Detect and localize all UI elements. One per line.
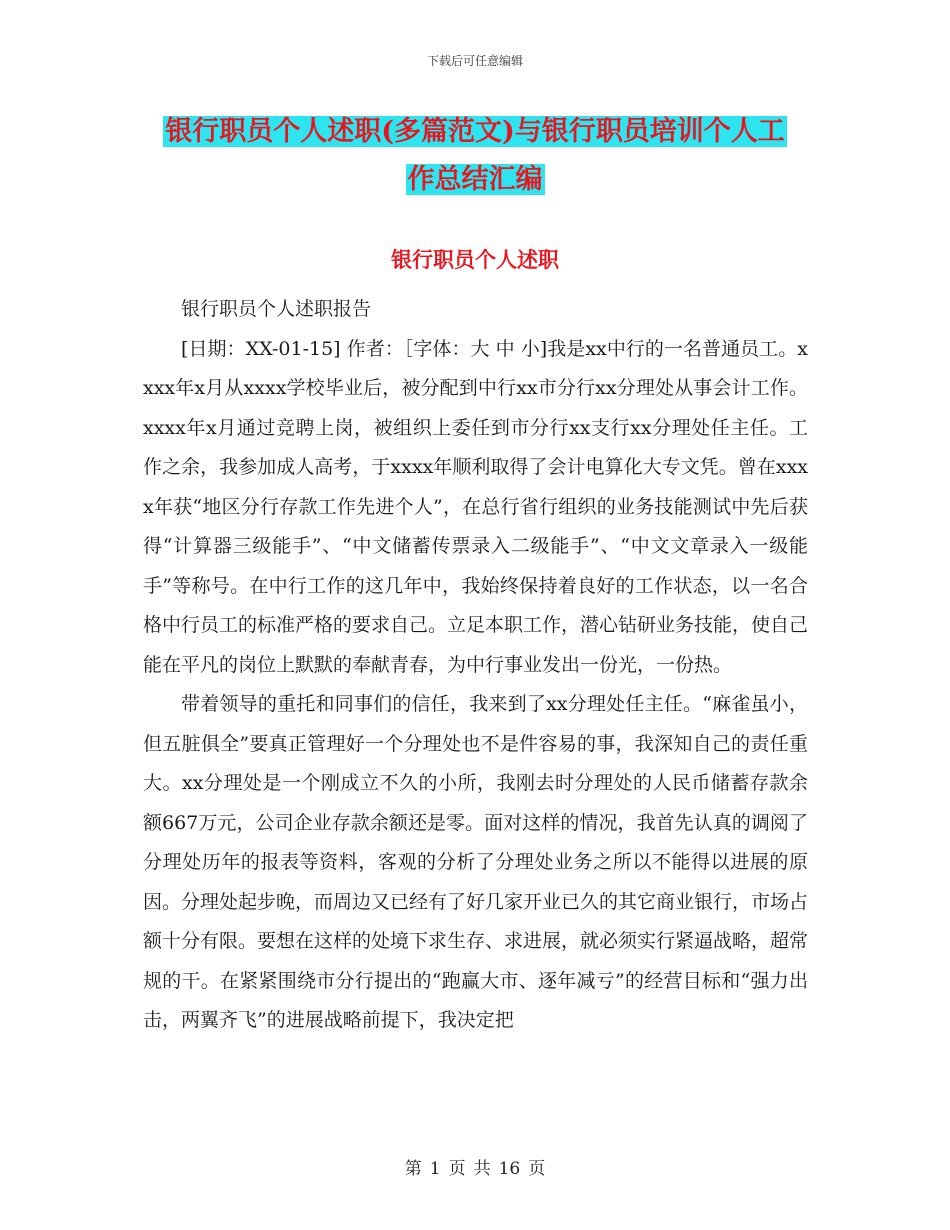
document-title-line-2: 作总结汇编 xyxy=(407,164,543,195)
document-title-line-1: 银行职员个人述职(多篇范文)与银行职员培训个人工 xyxy=(165,116,785,147)
paragraph-report-title: 银行职员个人述职报告 xyxy=(181,298,372,320)
section-title: 银行职员个人述职 xyxy=(391,247,559,272)
current-page-number: 1 xyxy=(429,1159,441,1179)
paragraph-appointment: 带着领导的重托和同事们的信任，我来到了xx分理处任主任。“麻雀虽小，但五脏俱全”要真正管理好一个分理处也不是件容易的事，我深知自己的责任重大。xx分理处是一个刚成立不久的小所，我刚去时分理处的人民币储蓄存款余额667万元，公司企业存款余额还是零。面对这样的情况，我首先认真的调阅了分理处历年的报表等资料，客观的分析了分理处业务之所以不能得以进展的原因。分理处起步晚，而周边又已经有了好几家开业已久的其它商业银行，市场占额十分有限。要想在这样的处境下求生存、求进展，就必须实行紧逼战略，超常规的干。在紧紧围绕市分行提出的“跑赢大市、逐年减亏”的经营目标和“强力出击，两翼齐飞”的进展战略前提下，我决定把 xyxy=(143,693,809,1031)
paragraph-intro: [日期：XX-01-15] 作者：［字体：大 中 小]我是xx中行的一名普通员工。xxxx年x月从xxxx学校毕业后，被分配到中行xx市分行xx分理处从事会计工作。xxxx年x月通过竞聘上岗，被组织上委任到市分行xx支行xx分理处任主任。工作之余，我参加成人高考，于xxxx年顺利取得了会计电算化大专文凭。曾在xxxx年获“地区分行存款工作先进个人”，在总行省行组织的业务技能测试中先后获得“计算器三级能手”、“中文储蓄传票录入二级能手”、“中文文章录入一级能手”等称号。在中行工作的这几年中，我始终保持着良好的工作状态，以一名合格中行员工的标准严格的要求自己。立足本职工作，潜心钻研业务技能，使自己能在平凡的岗位上默默的奉献青春，为中行事业发出一份光，一份热。 xyxy=(143,337,809,676)
page-footer xyxy=(0,1154,950,1179)
footer-prefix: 第 xyxy=(404,1159,422,1179)
total-page-count: 16 xyxy=(498,1159,521,1179)
body-text xyxy=(143,290,808,1041)
footer-suffix: 页 xyxy=(528,1159,546,1179)
footer-page-word: 页 xyxy=(448,1159,466,1179)
document-title xyxy=(140,108,810,204)
header-note: 下载后可任意编辑 xyxy=(426,54,523,68)
footer-total-word: 共 xyxy=(473,1159,491,1179)
